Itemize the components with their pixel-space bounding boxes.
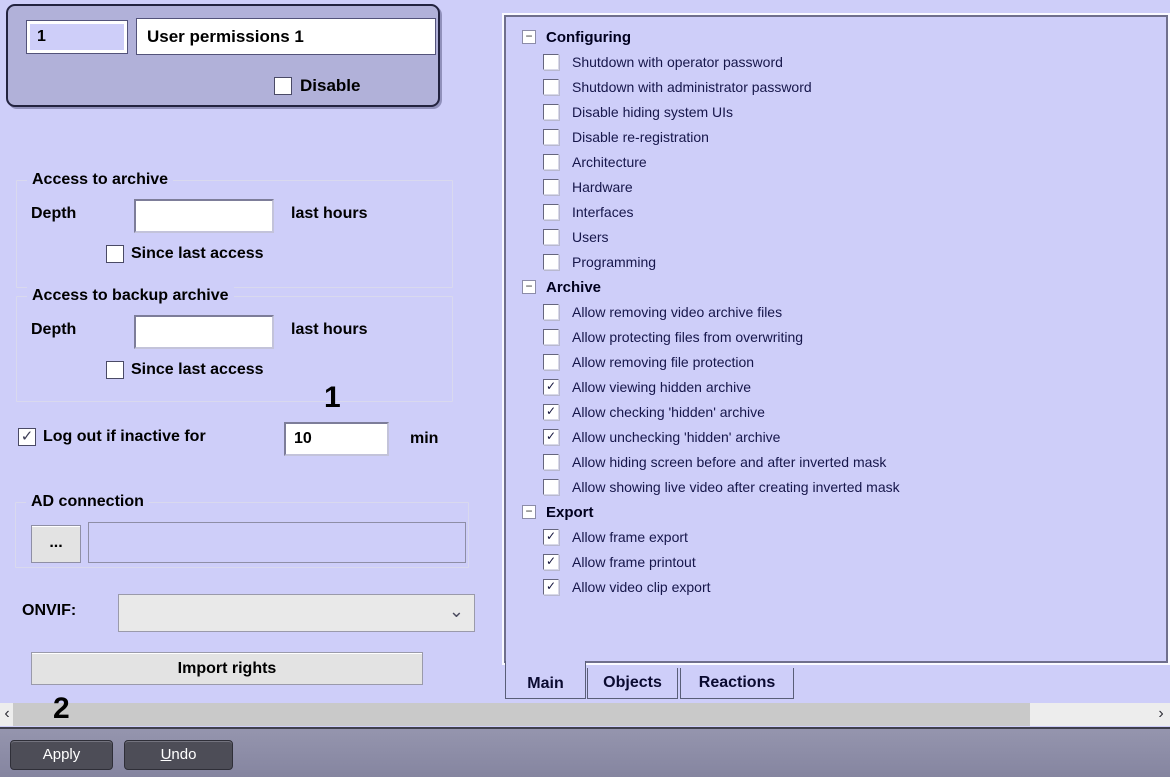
checkbox[interactable]: ✓ [543,404,559,420]
tree-category-row[interactable] [506,25,1166,50]
annotation-marker-2: 2 [53,692,70,725]
disable-label: Disable [300,76,361,95]
tab-main[interactable]: Main [505,661,586,699]
tree-item-row[interactable] [506,400,1166,425]
tree-item-label: Allow unchecking 'hidden' archive [572,429,781,445]
access-to-archive-group [16,171,453,288]
tree-view [506,25,1166,600]
ad-connection-group [15,493,469,568]
logout-label: Log out if inactive for [43,428,206,445]
since-last-access-row [106,245,264,263]
tree-item-row[interactable] [506,325,1166,350]
tree-category-row[interactable] [506,275,1166,300]
tree-item-label: Users [572,229,609,245]
collapse-icon[interactable]: − [522,280,536,294]
tree-item-label: Disable re-registration [572,129,709,145]
chevron-down-icon: ⌄ [448,601,464,621]
last-hours-label: last hours [291,321,368,338]
tree-item-label: Allow removing video archive files [572,304,783,320]
access-to-archive-title: Access to archive [27,171,173,189]
import-rights-button[interactable]: Import rights [31,652,423,685]
backup-depth-input[interactable] [134,315,274,349]
checkbox[interactable] [543,204,559,220]
tree-item-label: Allow checking 'hidden' archive [572,404,765,420]
tree-category-label: Export [546,504,594,521]
checkbox[interactable] [543,179,559,195]
permissions-tree-panel [502,13,1170,665]
tree-item-row[interactable] [506,375,1166,400]
tree-item-row[interactable] [506,175,1166,200]
tree-item-row[interactable] [506,525,1166,550]
logout-row [18,428,206,446]
checkbox[interactable] [543,254,559,270]
bottom-bar [0,729,1170,777]
onvif-select[interactable] [118,594,475,632]
scroll-left-icon[interactable]: ‹ [4,705,10,722]
logout-minutes-input[interactable] [284,422,389,456]
tree-category-row[interactable] [506,500,1166,525]
tree-item-label: Shutdown with operator password [572,54,783,70]
tree-item-label: Allow showing live video after creating inverted mask [572,479,900,495]
since-last-access-row [106,361,264,379]
undo-accelerator: U [160,746,172,763]
tree-item-row[interactable] [506,475,1166,500]
tree-item-label: Allow protecting files from overwriting [572,329,804,345]
undo-button[interactable] [124,740,233,770]
ad-connection-title: AD connection [26,493,149,511]
tree-item-row[interactable] [506,75,1166,100]
tree-item-label: Allow removing file protection [572,354,755,370]
collapse-icon[interactable]: − [522,30,536,44]
browse-button[interactable]: ... [31,525,81,563]
tree-item-label: Allow hiding screen before and after inverted mask [572,454,887,470]
checkbox[interactable] [543,229,559,245]
tab-objects[interactable]: Objects [587,668,678,699]
annotation-marker-1: 1 [324,381,341,414]
since-last-access-checkbox[interactable] [106,361,124,379]
checkbox[interactable] [543,479,559,495]
checkbox[interactable] [543,354,559,370]
tree-item-row[interactable] [506,125,1166,150]
collapse-icon[interactable]: − [522,505,536,519]
tree-item-row[interactable] [506,300,1166,325]
scroll-right-icon[interactable]: › [1158,705,1164,722]
tree-item-label: Shutdown with administrator password [572,79,812,95]
disable-row [274,76,360,96]
access-to-backup-archive-title: Access to backup archive [27,287,234,305]
tree-item-row[interactable] [506,200,1166,225]
depth-label: Depth [31,205,77,222]
checkbox[interactable]: ✓ [543,429,559,445]
name-field[interactable] [136,18,436,55]
horizontal-scrollbar[interactable] [0,703,1170,726]
depth-label: Depth [31,321,77,338]
tree-item-row[interactable] [506,550,1166,575]
tree-item-row[interactable] [506,350,1166,375]
tree-item-label: Allow viewing hidden archive [572,379,751,395]
since-last-access-label: Since last access [131,361,264,378]
checkbox[interactable] [543,304,559,320]
tree-item-row[interactable] [506,50,1166,75]
checkbox[interactable]: ✓ [543,579,559,595]
undo-label-rest: ndo [171,746,197,763]
tree-item-label: Disable hiding system UIs [572,104,734,120]
archive-depth-input[interactable] [134,199,274,233]
tab-reactions[interactable]: Reactions [680,668,794,699]
checkbox[interactable] [543,454,559,470]
checkbox[interactable] [543,104,559,120]
tree-item-row[interactable] [506,150,1166,175]
apply-button[interactable]: Apply [10,740,113,770]
checkbox[interactable] [543,329,559,345]
tree-item-row[interactable] [506,450,1166,475]
checkbox[interactable]: ✓ [543,554,559,570]
checkbox[interactable] [543,54,559,70]
scrollbar-thumb[interactable] [13,703,1030,726]
tree-item-row[interactable] [506,250,1166,275]
tree-item-label: Allow frame export [572,529,688,545]
logout-checkbox[interactable]: ✓ [18,428,36,446]
onvif-label: ONVIF: [22,602,77,619]
tree-item-label: Hardware [572,179,633,195]
tree-item-row[interactable] [506,225,1166,250]
tree-category-label: Configuring [546,29,631,46]
checkbox[interactable] [543,129,559,145]
tree-category-label: Archive [546,279,602,296]
tree-item-label: Allow frame printout [572,554,696,570]
tree-item-label: Allow video clip export [572,579,711,595]
last-hours-label: last hours [291,205,368,222]
identity-panel [6,4,440,107]
id-field[interactable] [26,20,128,54]
checkbox[interactable] [543,79,559,95]
tree-item-row[interactable] [506,100,1166,125]
tree-item-label: Programming [572,254,657,270]
checkbox[interactable]: ✓ [543,379,559,395]
since-last-access-label: Since last access [131,245,264,262]
min-label: min [410,430,439,447]
tree-item-row[interactable] [506,575,1166,600]
tree-item-label: Interfaces [572,204,634,220]
since-last-access-checkbox[interactable] [106,245,124,263]
checkbox[interactable] [543,154,559,170]
ad-connection-field[interactable] [88,522,466,563]
disable-checkbox[interactable] [274,77,292,95]
checkbox[interactable]: ✓ [543,529,559,545]
tree-item-label: Architecture [572,154,647,170]
access-to-backup-archive-group [16,287,453,402]
tree-item-row[interactable] [506,425,1166,450]
